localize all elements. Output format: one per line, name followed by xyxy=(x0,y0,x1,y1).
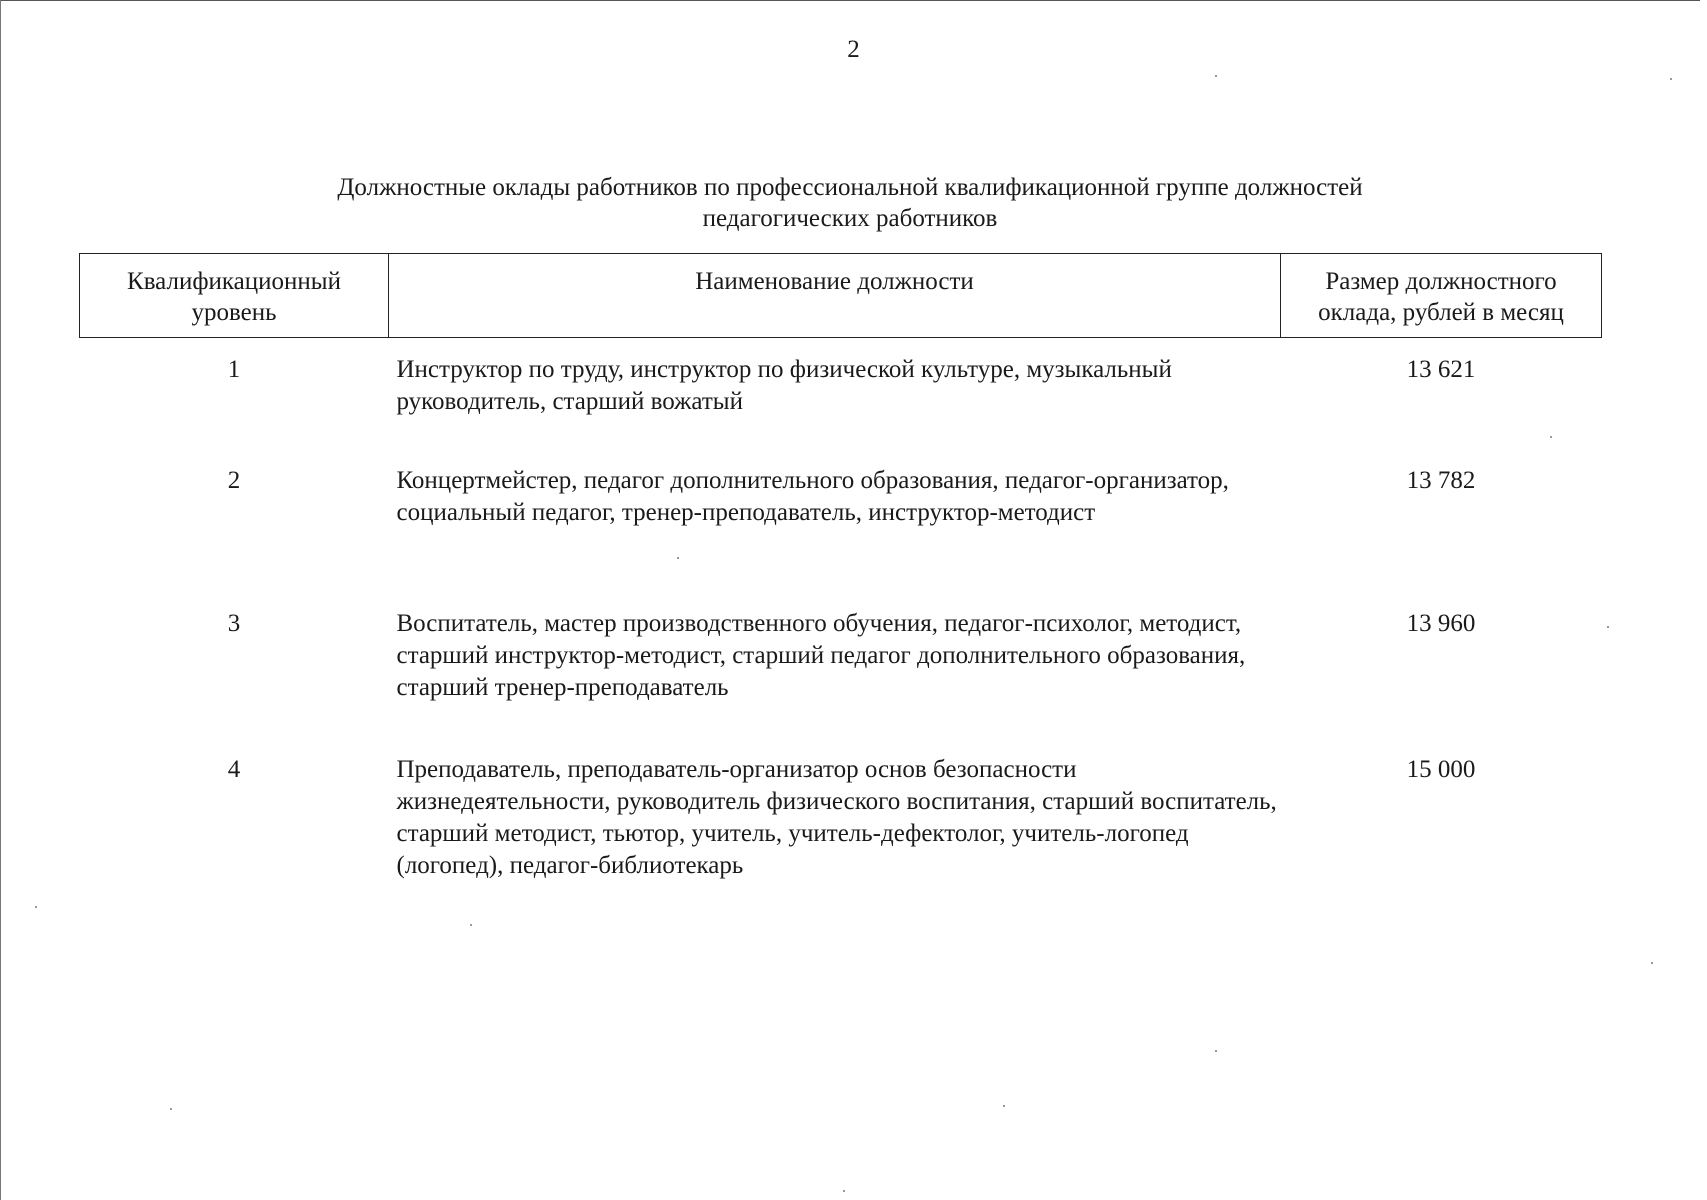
header-qualification-level: Квалификационный уровень xyxy=(80,254,389,338)
table-row xyxy=(80,740,1602,882)
qualification-level-cell: 2 xyxy=(227,467,241,494)
salary-cell: 13 960 xyxy=(1406,610,1476,637)
header-position-name: Наименование должности xyxy=(389,254,1281,338)
table-header xyxy=(80,254,1602,338)
document-title-line-2: педагогических работников xyxy=(702,205,998,232)
table-row xyxy=(80,594,1602,740)
position-name-cell: Инструктор по труду, инструктор по физической культуре, музыкальный руководитель, старший вожатый xyxy=(396,356,1172,415)
position-name-cell: Преподаватель, преподаватель-организатор основ безопасности жизнедеятельности, руководитель физического воспитания, старший воспитатель, старший методист, тьютор, учитель, учитель-дефектолог, учитель-логопед (логопед), педагог-библиотекарь xyxy=(396,756,1277,879)
document-title-line-1: Должностные оклады работников по профессиональной квалификационной группе должностей xyxy=(337,174,1363,201)
scan-edge-left xyxy=(0,0,3,1200)
table-header-row xyxy=(80,254,1602,338)
header-salary: Размер должностного оклада, рублей в месяц xyxy=(1281,254,1602,338)
qualification-level-cell: 4 xyxy=(227,756,241,783)
scan-edge-top xyxy=(0,0,1700,4)
qualification-level-cell: 1 xyxy=(227,356,241,383)
table-row xyxy=(80,338,1602,453)
table-body xyxy=(80,338,1602,883)
page-number: 2 xyxy=(847,36,860,63)
table-row xyxy=(80,452,1602,594)
salary-table xyxy=(79,253,1602,882)
position-name-cell: Концертмейстер, педагог дополнительного образования, педагог-организатор, социальный педагог, тренер-преподаватель, инструктор-методист xyxy=(396,467,1229,526)
salary-cell: 13 621 xyxy=(1406,356,1476,383)
salary-cell: 15 000 xyxy=(1406,756,1476,783)
document-title xyxy=(250,172,1450,234)
salary-cell: 13 782 xyxy=(1406,467,1476,494)
position-name-cell: Воспитатель, мастер производственного обучения, педагог-психолог, методист, старший инструктор-методист, старший педагог дополнительного образования, старший тренер-преподаватель xyxy=(396,610,1246,701)
qualification-level-cell: 3 xyxy=(227,610,241,637)
